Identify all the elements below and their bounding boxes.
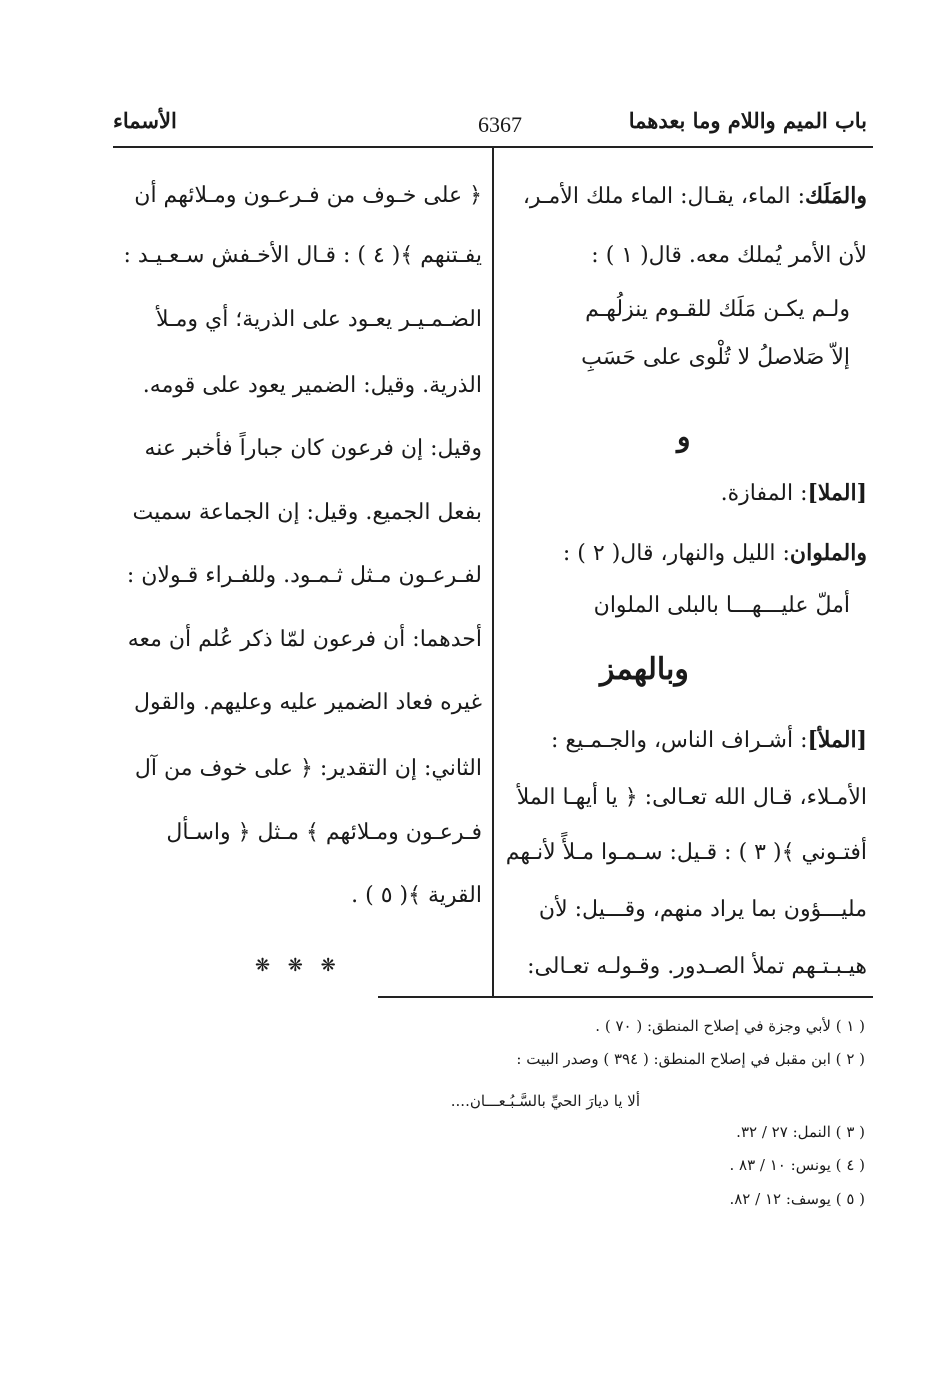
poem-verse: إلاّ صَلاصلُ لا تُلْوى على حَسَبِ <box>581 345 850 370</box>
text-line: والمَلَك: الماء، يقـال: الماء ملك الأمـر، <box>522 183 867 209</box>
footnote-verse: ألا يا ديارَ الحيِّ بالسَّـبُـعـــان.... <box>450 1092 640 1110</box>
text-line: لفـرعـون مـثل ثـمـود. وللفـراء قـولان : <box>126 563 482 588</box>
text-line: يفـتنهم ﴾( ٤ ) : قـال الأخـفش سـعـيـد : <box>123 243 482 268</box>
column-divider <box>492 146 494 996</box>
footnote: ( ٤ ) يونس: ١٠ / ٨٣ . <box>729 1156 865 1174</box>
section-end-stars: ❋ ❋ ❋ <box>255 955 342 976</box>
text-line: القرية ﴾( ٥ ) . <box>351 883 482 908</box>
text-line: فـرعـون ومـلائهم ﴾ مـثل ﴿ واسـأل <box>166 820 482 845</box>
page-number: 6367 <box>478 112 522 137</box>
text-line: وقيل: إن فرعون كان جباراً فأخبر عنه <box>144 436 482 461</box>
text-line: الذرية. وقيل: الضمير يعود على قومه. <box>142 373 482 398</box>
poem-verse: ولـم يكـن مَلَك للقـوم ينزلُهـم <box>585 297 850 322</box>
footnote-rule <box>378 996 873 998</box>
text-line: والملوان: الليل والنهار، قال( ٢ ) : <box>562 540 867 566</box>
footnote: ( ٣ ) النمل: ٢٧ / ٣٢. <box>736 1123 865 1141</box>
text-line: [الملأ]: أشـراف الناس، والجـمـيع : <box>550 727 867 753</box>
poem-verse: أملّ عليـــهـــا بالبلى الملوان <box>593 593 850 618</box>
footnote: ( ١ ) لأبي وجزة في إصلاح المنطق: ( ٧٠ ) . <box>595 1017 865 1035</box>
text-line: أفتـوني ﴾( ٣ ) : قـيل: سـمـوا مـلأً لأنـهم <box>505 840 867 865</box>
text-line: مليـــؤون بما يراد منهم، وقـــيل: لأن <box>538 897 867 922</box>
text-line: غيره فعاد الضمير عليه وعليهم. والقول <box>133 690 482 715</box>
text-line: لأن الأمر يُملك معه. قال( ١ ) : <box>591 243 867 268</box>
text-line: [الملا]: المفازة. <box>720 480 867 506</box>
text-line: ﴿ على خـوف من فـرعـون ومـلائهم أن <box>134 183 482 208</box>
header-chapter-title: باب الميم واللام وما بعدهما <box>628 108 867 133</box>
text-line: هيـبـتـهم تملأ الصـدور. وقـولـه تعـالى: <box>527 954 867 979</box>
text-line: بفعل الجميع. وقيل: إن الجماعة سميت <box>132 500 482 525</box>
footnote: ( ٢ ) ابن مقبل في إصلاح المنطق: ( ٣٩٤ ) وصدر البيت : <box>516 1050 865 1068</box>
section-letter: و <box>677 420 691 453</box>
header-section-title: الأسماء <box>113 108 177 133</box>
text-line: الثاني: إن التقدير: ﴿ على خوف من آل <box>134 756 482 781</box>
section-heading: وبالهمز <box>600 652 689 687</box>
text-line: أحدهما: أن فرعون لمّا ذكر عُلم أن معه <box>127 627 482 652</box>
text-line: الضـمـيـر يعـود على الذرية؛ أي ومـلأ <box>156 307 482 332</box>
footnote: ( ٥ ) يوسف: ١٢ / ٨٢. <box>729 1190 865 1208</box>
text-line: الأمـلاء، قـال الله تعـالى: ﴿ يا أيهـا الملأ <box>516 785 867 810</box>
